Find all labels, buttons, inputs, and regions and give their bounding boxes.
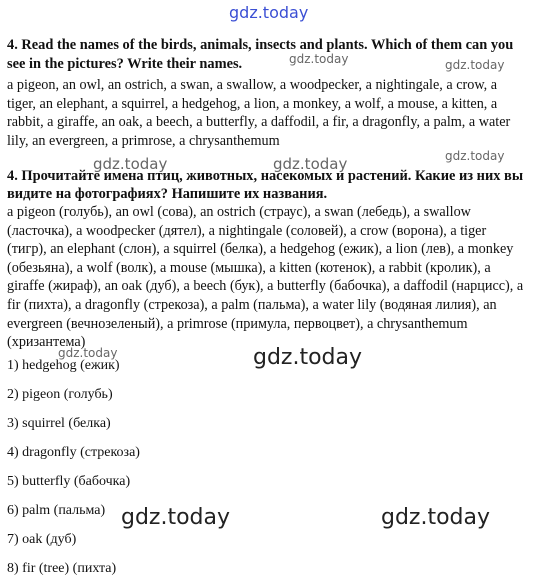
answer-item: 4) dragonfly (стрекоза) [7, 445, 140, 460]
watermark: gdz.today [445, 58, 505, 72]
english-word-list: a pigeon, an owl, an ostrich, a swan, a swallow, a woodpecker, a nightingale, a crow, a tiger, an elephant, a squirrel, a hedgehog, a lion, a monkey, a wolf, a mouse, a kitten, a rabbit, a giraffe, an oak, a beech, a butterfly, a daffodil, a fir, a dragonfly, a palm, a water lily, an evergreen, a primrose, a chrysanthemum [7, 77, 511, 149]
english-task-heading: 4. Read the names of the birds, animals, insects and plants. Which of them can you see in the pictures? Write their names. [7, 37, 514, 72]
answer-item: 6) palm (пальма) [7, 503, 106, 518]
watermark: gdz.today [58, 346, 118, 360]
answer-item: 3) squirrel (белка) [7, 416, 111, 431]
watermark: gdz.today [289, 52, 349, 66]
watermark: gdz.today [253, 345, 363, 370]
watermark: gdz.today [93, 155, 168, 173]
russian-task-heading: 4. Прочитайте имена птиц, животных, насекомых и растений. Какие из них вы видите на фотографиях? Напишите их названия. [7, 168, 524, 202]
answer-item: 1) hedgehog (ежик) [7, 358, 120, 373]
answer-item: 2) pigeon (голубь) [7, 387, 113, 402]
watermark-top: gdz.today [229, 3, 309, 22]
watermark: gdz.today [381, 505, 491, 530]
answer-item: 5) butterfly (бабочка) [7, 474, 131, 489]
watermark: gdz.today [273, 155, 348, 173]
answer-item: 7) oak (дуб) [7, 532, 77, 547]
russian-word-list: a pigeon (голубь), an owl (сова), an ostrich (страус), a swan (лебедь), a swallow (ласточка), a woodpecker (дятел), a nightingale (соловей), a crow (ворона), a tiger (тигр), an elephant (слон), a squirrel (белка), a hedgehog (ежик), a lion (лев), a monkey (обезьяна), a wolf (волк), a mouse (мышка), a kitten (котенок), a rabbit (кролик), a giraffe (жираф), an oak (дуб), a beech (бук), a butterfly (бабочка), a daffodil (нарцисс), a fir (пихта), a dragonfly (стрекоза), a palm (пальма), a water lily (водяная лилия), an evergreen (вечнозеленый), a primrose (примула, первоцвет), a chrysanthemum (хризантема) [7, 204, 524, 351]
answer-item: 8) fir (tree) (пихта) [7, 561, 117, 576]
watermark: gdz.today [445, 149, 505, 163]
watermark: gdz.today [121, 505, 231, 530]
